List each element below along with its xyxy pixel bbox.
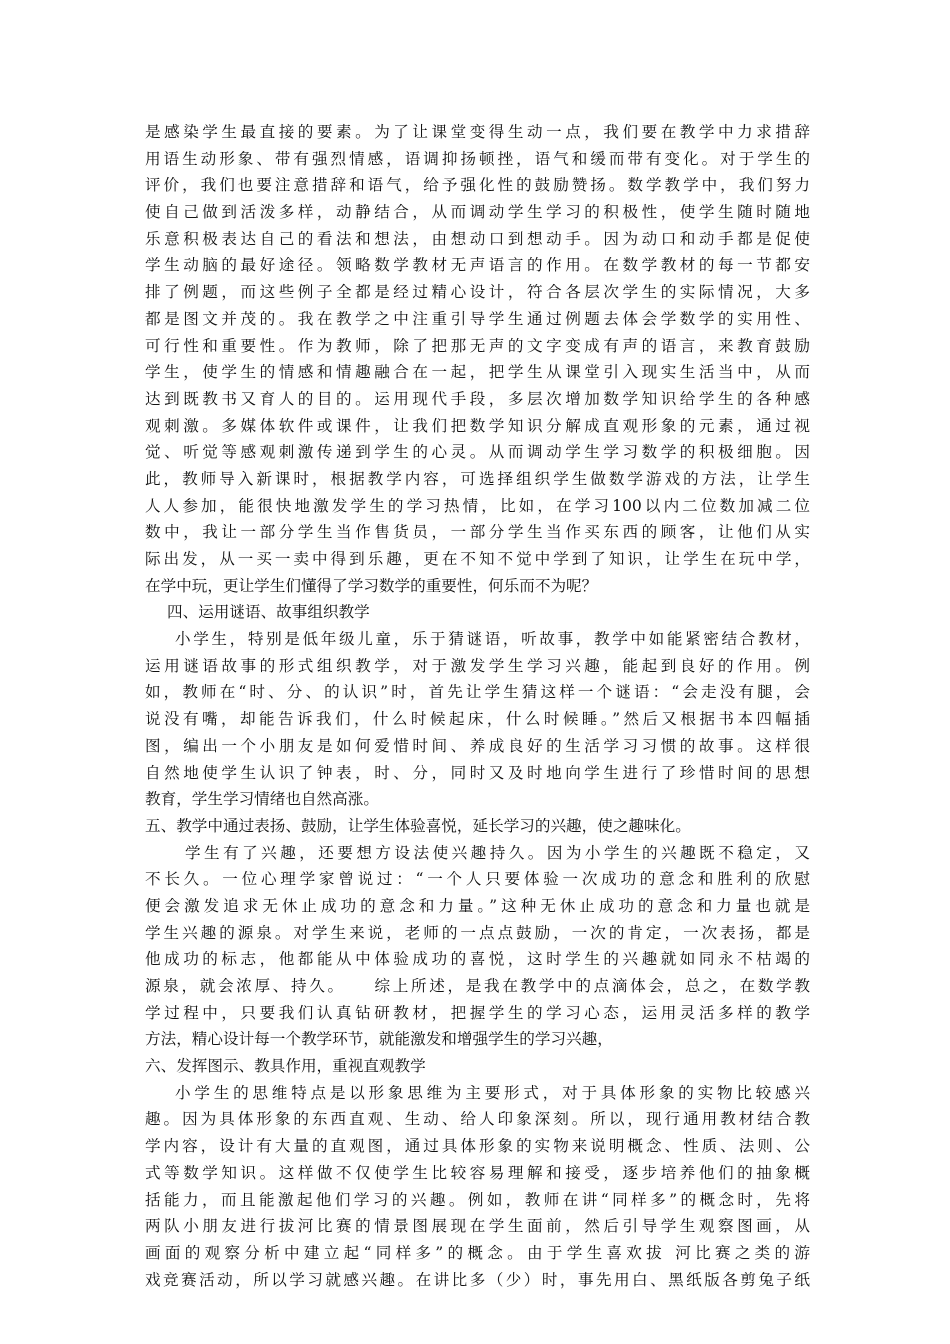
section-heading: 四、运用谜语、故事组织教学 xyxy=(167,603,370,622)
section-heading: 六、发挥图示、教具作用，重视直观教学 xyxy=(145,1057,426,1076)
text-line: 评价，我们也要注意措辞和语气，给予强化性的鼓励赞扬。数学教学中，我们努力 xyxy=(145,176,810,195)
text-line: 学过程中，只要我们认真钻研教材，把握学生的学习心态，运用灵活多样的教学 xyxy=(145,1003,810,1022)
text-line: 便会激发追求无休止成功的意念和力量。”这种无休止成功的意念和力量也就是 xyxy=(145,896,810,915)
text-line: 不长久。一位心理学家曾说过：“一个人只要体验一次成功的意念和胜利的欣慰 xyxy=(145,870,810,889)
text-line: 际出发，从一买一卖中得到乐趣，更在不知不觉中学到了知识，让学生在玩中学， xyxy=(145,550,810,568)
text-line: 他成功的标志，他都能从中体验成功的喜悦，这时学生的兴趣就如同永不枯竭的 xyxy=(145,950,810,969)
text-line: 源泉，就会浓厚、持久。 综上所述，是我在教学中的点滴体会，总之，在数学教 xyxy=(145,977,810,995)
text-line: 自然地使学生认识了钟表，时、分，同时又及时地向学生进行了珍惜时间的思想 xyxy=(145,763,810,782)
text-line: 觉、听觉等感观刺激传递到学生的心灵。从而调动学生学习数学的积极细胞。因 xyxy=(145,443,810,462)
text-line: 运用谜语故事的形式组织教学，对于激发学生学习兴趣，能起到良好的作用。例 xyxy=(145,656,810,675)
text-line: 是感染学生最直接的要素。为了让课堂变得生动一点，我们要在教学中力求措辞 xyxy=(145,123,810,141)
text-line: 图，编出一个小朋友是如何爱惜时间、养成良好的生活学习习惯的故事。这样很 xyxy=(145,736,810,755)
text-line: 式等数学知识。这样做不仅使学生比较容易理解和接受，逐步培养他们的抽象概 xyxy=(145,1163,810,1182)
text-line: 如，教师在“时、分、的认识”时，首先让学生猜这样一个谜语：“会走没有腿，会 xyxy=(145,683,810,702)
text-line: 括能力，而且能激起他们学习的兴趣。例如，教师在讲“同样多”的概念时，先将 xyxy=(145,1190,810,1209)
text-line: 戏竞赛活动，所以学习就感兴趣。在讲比多（少）时，事先用白、黑纸版各剪兔子纸 xyxy=(145,1270,810,1289)
text-line: 学生兴趣的源泉。对学生来说，老师的一点点鼓励，一次的肯定，一次表扬，都是 xyxy=(145,923,810,942)
text-line: 使自己做到活泼多样，动静结合，从而调动学生学习的积极性，使学生随时随地 xyxy=(145,203,810,222)
text-line: 学内容，设计有大量的直观图，通过具体形象的实物来说明概念、性质、法则、公 xyxy=(145,1137,810,1156)
text-line: 数中，我让一部分学生当作售货员，一部分学生当作买东西的顾客，让他们从实 xyxy=(145,523,810,542)
text-line: 都是图文并茂的。我在教学之中注重引导学生通过例题去体会学数学的实用性、 xyxy=(145,309,810,328)
text-line: 乐意积极表达自己的看法和想法，由想动口到想动手。因为动口和动手都是促使 xyxy=(145,229,810,248)
text-line: 小学生，特别是低年级儿童，乐于猜谜语，听故事，教学中如能紧密结合教材， xyxy=(175,630,810,649)
text-line: 两队小朋友进行拔河比赛的情景图展现在学生面前，然后引导学生观察图画，从 xyxy=(145,1217,810,1236)
text-line: 小学生的思维特点是以形象思维为主要形式，对于具体形象的实物比较感兴 xyxy=(175,1083,810,1102)
text-line: 趣。因为具体形象的东西直观、生动、给人印象深刻。所以，现行通用教材结合教 xyxy=(145,1110,810,1129)
text-line: 学生动脑的最好途径。领略数学教材无声语言的作用。在数学教材的每一节都安 xyxy=(145,256,810,275)
text-line: 画面的观察分析中建立起“同样多”的概念。由于学生喜欢拔 河比赛之类的游 xyxy=(145,1243,810,1262)
text-line: 用语生动形象、带有强烈情感，语调抑扬顿挫，语气和缓而带有变化。对于学生的 xyxy=(145,149,810,168)
text-line: 说没有嘴，却能告诉我们，什么时候起床，什么时候睡。”然后又根据书本四幅插 xyxy=(145,710,810,729)
text-line: 教育，学生学习情绪也自然高涨。 xyxy=(145,790,379,809)
text-line: 方法，精心设计每一个教学环节，就能激发和增强学生的学习兴趣， xyxy=(145,1030,613,1049)
text-line: 学生，使学生的情感和情趣融合在一起，把学生从课堂引入现实生活当中，从而 xyxy=(145,363,810,382)
text-line: 可行性和重要性。作为教师，除了把那无声的文字变成有声的语言，来教育鼓励 xyxy=(145,336,810,355)
document-body xyxy=(145,119,810,1293)
text-line: 学生有了兴趣，还要想方设法使兴趣持久。因为小学生的兴趣既不稳定，又 xyxy=(185,843,810,862)
text-line: 排了例题，而这些例子全都是经过精心设计，符合各层次学生的实际情况，大多 xyxy=(145,283,810,302)
text-line: 人人参加，能很快地激发学生的学习热情，比如，在学习100以内二位数加减二位 xyxy=(145,496,810,515)
text-line: 达到既教书又育人的目的。运用现代手段，多层次增加数学知识给学生的各种感 xyxy=(145,389,810,408)
text-line: 在学中玩，更让学生们懂得了学习数学的重要性，何乐而不为呢？ xyxy=(145,576,598,595)
text-line: 观刺激。多媒体软件或课件，让我们把数学知识分解成直观形象的元素，通过视 xyxy=(145,416,810,435)
text-line: 此，教师导入新课时，根据教学内容，可选择组织学生做数学游戏的方法，让学生 xyxy=(145,469,810,488)
section-heading: 五、教学中通过表扬、鼓励，让学生体验喜悦，延长学习的兴趣，使之趣味化。 xyxy=(145,816,691,835)
